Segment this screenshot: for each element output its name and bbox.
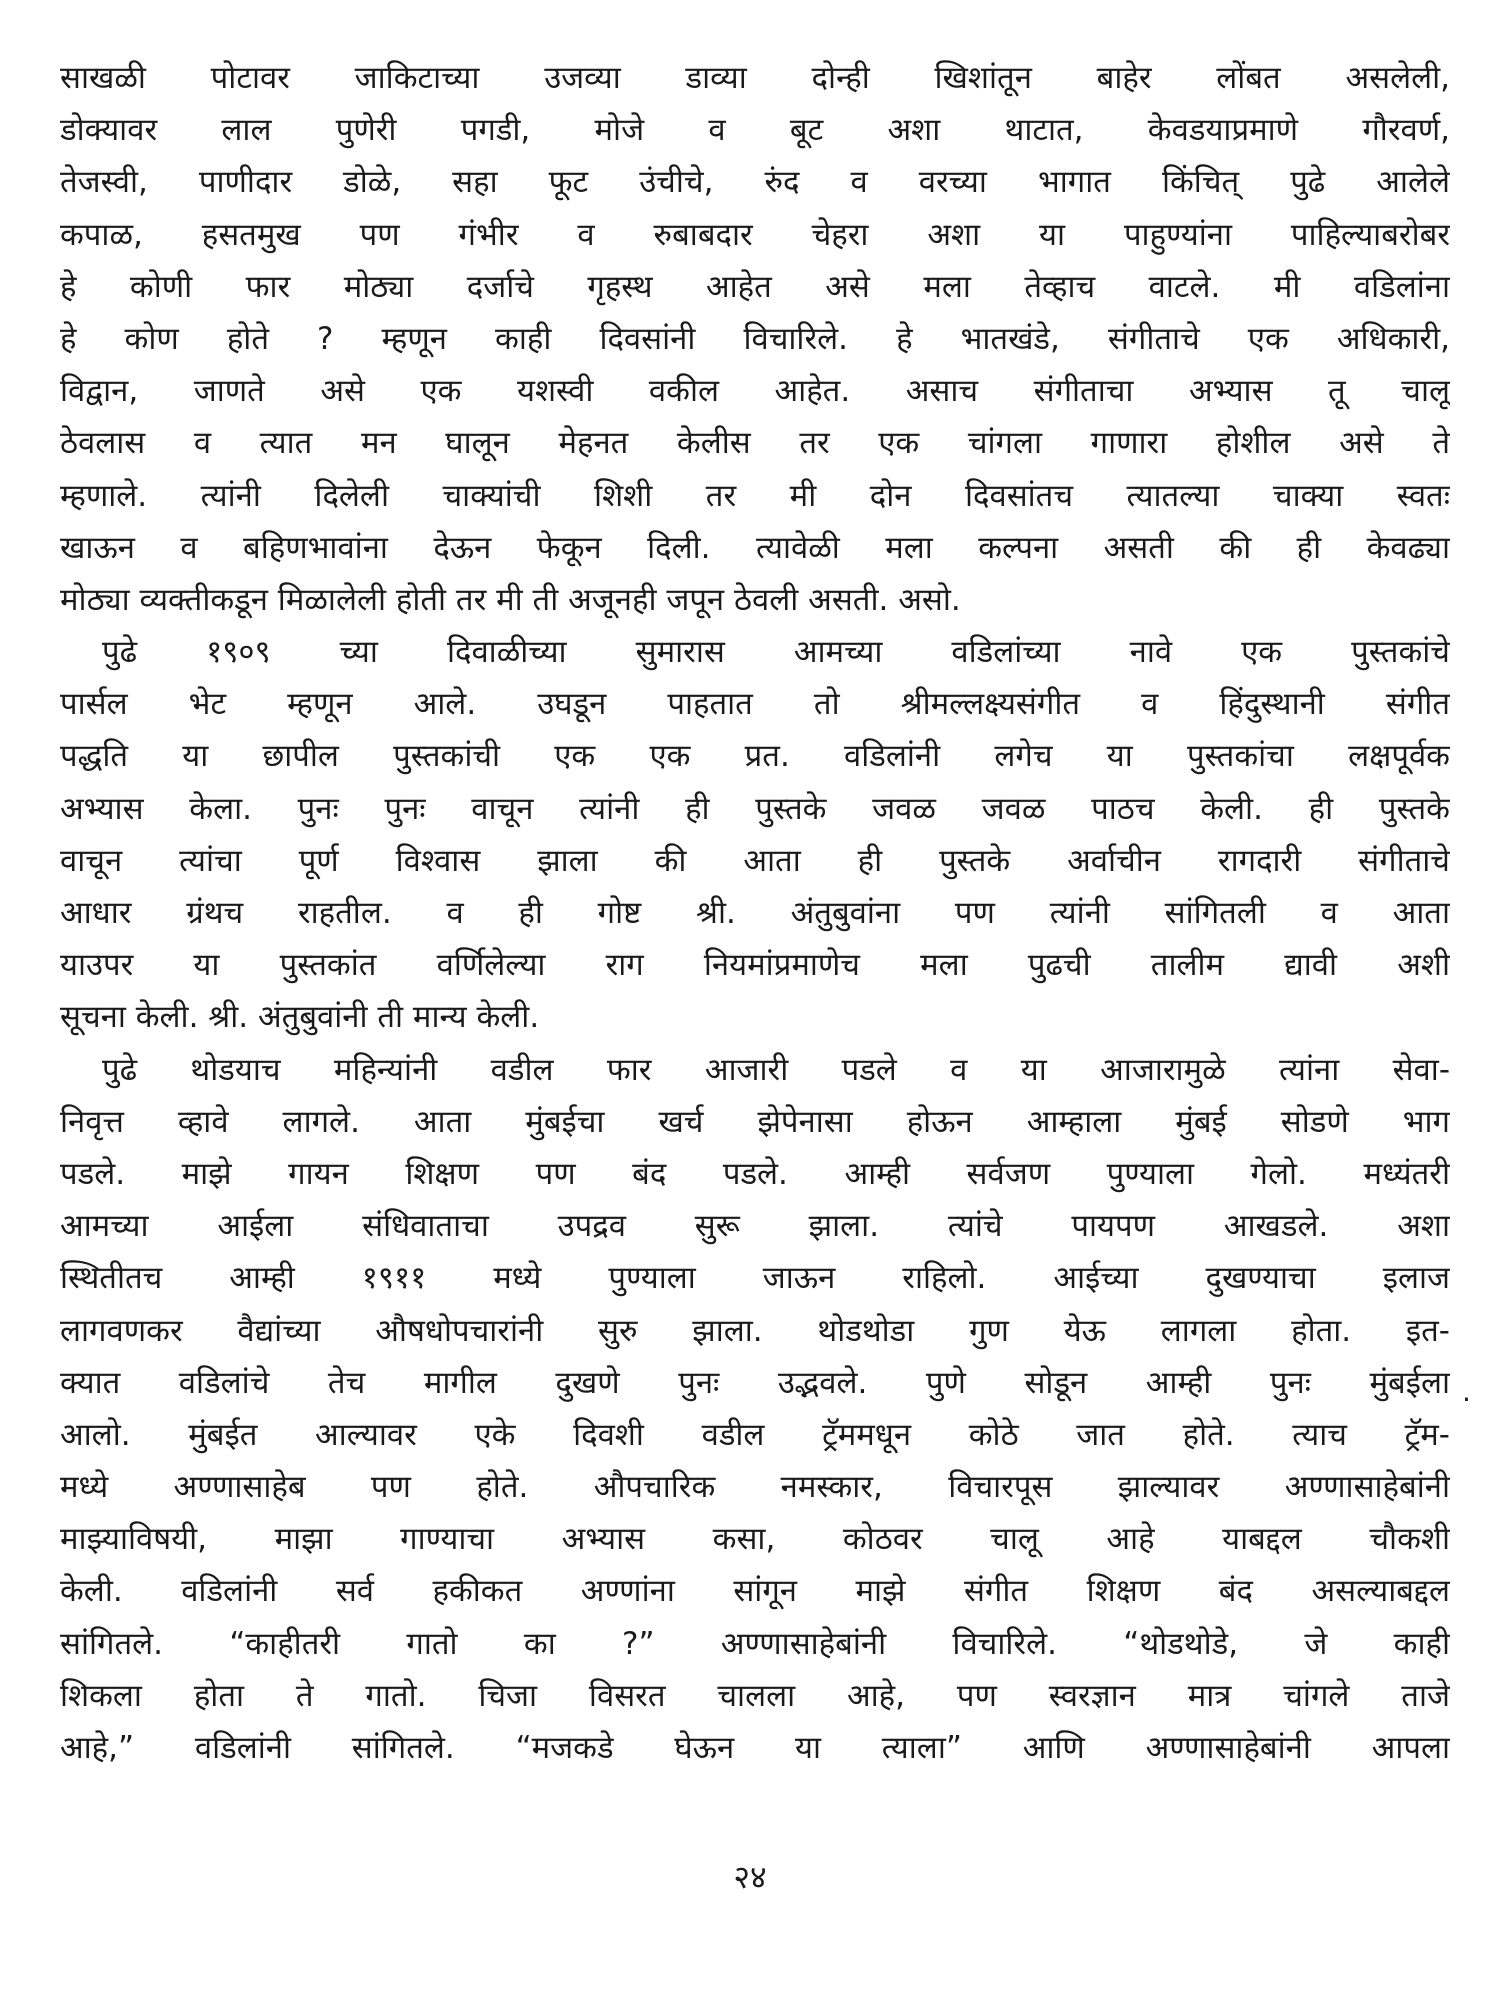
text-line: आहे,” वडिलांनी सांगितले. “मजकडे घेऊन या त्याला” आणि अण्णासाहेबांनी आपला xyxy=(60,1730,1450,1766)
text-line: क्यात वडिलांचे तेच मागील दुखणे पुनः उद्भवले. पुणे सोडून आम्ही पुनः मुंबईला xyxy=(60,1364,1450,1401)
document-body xyxy=(60,52,1450,1952)
text-line: कपाळ, हसतमुख पण गंभीर व रुबाबदार चेहरा अशा या पाहुण्यांना पाहिल्याबरोबर xyxy=(60,216,1450,253)
text-line: तेजस्वी, पाणीदार डोळे, सहा फूट उंचीचे, रुंद व वरच्या भागात किंचित् पुढे आलेले xyxy=(60,164,1450,201)
text-line: पार्सल भेट म्हणून आले. उघडून पाहतात तो श्रीमल्लक्ष्यसंगीत व हिंदुस्थानी संगीत xyxy=(60,686,1450,723)
text-line: केली. वडिलांनी सर्व हकीकत अण्णांना सांगून माझे संगीत शिक्षण बंद असल्याबद्दल xyxy=(60,1573,1450,1610)
text-line: हे कोणी फार मोठ्या दर्जाचे गृहस्थ आहेत असे मला तेव्हाच वाटले. मी वडिलांना xyxy=(60,268,1450,305)
text-line: ठेवलास व त्यात मन घालून मेहनत केलीस तर एक चांगला गाणारा होशील असे ते xyxy=(60,425,1450,462)
text-line: सांगितले. “काहीतरी गातो का ?” अण्णासाहेबांनी विचारिले. “थोडथोडे, जे काही xyxy=(60,1625,1450,1662)
text-line: साखळी पोटावर जाकिटाच्या उजव्या डाव्या दोन्ही खिशांतून बाहेर लोंबत असलेली, xyxy=(60,60,1450,96)
text-line: शिकला होता ते गातो. चिजा विसरत चालला आहे, पण स्वरज्ञान मात्र चांगले ताजे xyxy=(60,1677,1450,1714)
text-line: डोक्यावर लाल पुणेरी पगडी, मोजे व बूट अशा थाटात, केवडयाप्रमाणे गौरवर्ण, xyxy=(60,112,1450,149)
text-line: स्थितीतच आम्ही १९११ मध्ये पुण्याला जाऊन राहिलो. आईच्या दुखण्याचा इलाज xyxy=(60,1260,1450,1297)
text-line: वाचून त्यांचा पूर्ण विश्वास झाला की आता ही पुस्तके अर्वाचीन रागदारी संगीताचे xyxy=(60,842,1450,879)
text-line: खाऊन व बहिणभावांना देऊन फेकून दिली. त्यावेळी मला कल्पना असती की ही केवढ्या xyxy=(60,529,1450,566)
text-line: याउपर या पुस्तकांत वर्णिलेल्या राग नियमांप्रमाणेच मला पुढची तालीम द्यावी अशी xyxy=(60,947,1450,984)
margin-mark: · xyxy=(1462,1383,1471,1416)
page-number: २४ xyxy=(733,1858,767,1896)
text-line: पडले. माझे गायन शिक्षण पण बंद पडले. आम्ही सर्वजण पुण्याला गेलो. मध्यंतरी xyxy=(60,1155,1450,1192)
paragraph-last-line: मोठ्या व्यक्तीकडून मिळालेली होती तर मी ती अजूनही जपून ठेवली असती. असो. xyxy=(60,581,961,618)
text-line: आमच्या आईला संधिवाताचा उपद्रव सुरू झाला. त्यांचे पायपण आखडले. अशा xyxy=(60,1208,1450,1245)
paragraph-first-line: पुढे थोडयाच महिन्यांनी वडील फार आजारी पडले व या आजारामुळे त्यांना सेवा- xyxy=(102,1051,1450,1088)
text-line: हे कोण होते ? म्हणून काही दिवसांनी विचारिले. हे भातखंडे, संगीताचे एक अधिकारी, xyxy=(60,320,1450,357)
paragraph-last-line: सूचना केली. श्री. अंतुबुवांनी ती मान्य केली. xyxy=(60,999,540,1036)
text-line: निवृत्त व्हावे लागले. आता मुंबईचा खर्च झेपेनासा होऊन आम्हाला मुंबई सोडणे भाग xyxy=(60,1103,1450,1140)
text-line: पद्धति या छापील पुस्तकांची एक एक प्रत. वडिलांनी लगेच या पुस्तकांचा लक्षपूर्वक xyxy=(60,738,1450,775)
text-line: मध्ये अण्णासाहेब पण होते. औपचारिक नमस्कार, विचारपूस झाल्यावर अण्णासाहेबांनी xyxy=(60,1469,1450,1506)
text-line: लागवणकर वैद्यांच्या औषधोपचारांनी सुरु झाला. थोडथोडा गुण येऊ लागला होता. इत- xyxy=(60,1312,1450,1349)
text-line: विद्वान, जाणते असे एक यशस्वी वकील आहेत. असाच संगीताचा अभ्यास तू चालू xyxy=(60,373,1450,410)
text-line: आलो. मुंबईत आल्यावर एके दिवशी वडील ट्रॅममधून कोठे जात होते. त्याच ट्रॅम- xyxy=(60,1416,1450,1453)
text-line: आधार ग्रंथच राहतील. व ही गोष्ट श्री. अंतुबुवांना पण त्यांनी सांगितली व आता xyxy=(60,895,1450,931)
text-line: अभ्यास केला. पुनः पुनः वाचून त्यांनी ही पुस्तके जवळ जवळ पाठच केली. ही पुस्तके xyxy=(60,790,1450,827)
text-line: माझ्याविषयी, माझा गाण्याचा अभ्यास कसा, कोठवर चालू आहे याबद्दल चौकशी xyxy=(60,1521,1450,1558)
paragraph-first-line: पुढे १९०९ च्या दिवाळीच्या सुमारास आमच्या वडिलांच्या नावे एक पुस्तकांचे xyxy=(102,634,1450,671)
text-line: म्हणाले. त्यांनी दिलेली चाक्यांची शिशी तर मी दोन दिवसांतच त्यातल्या चाक्या स्वतः xyxy=(60,477,1450,514)
